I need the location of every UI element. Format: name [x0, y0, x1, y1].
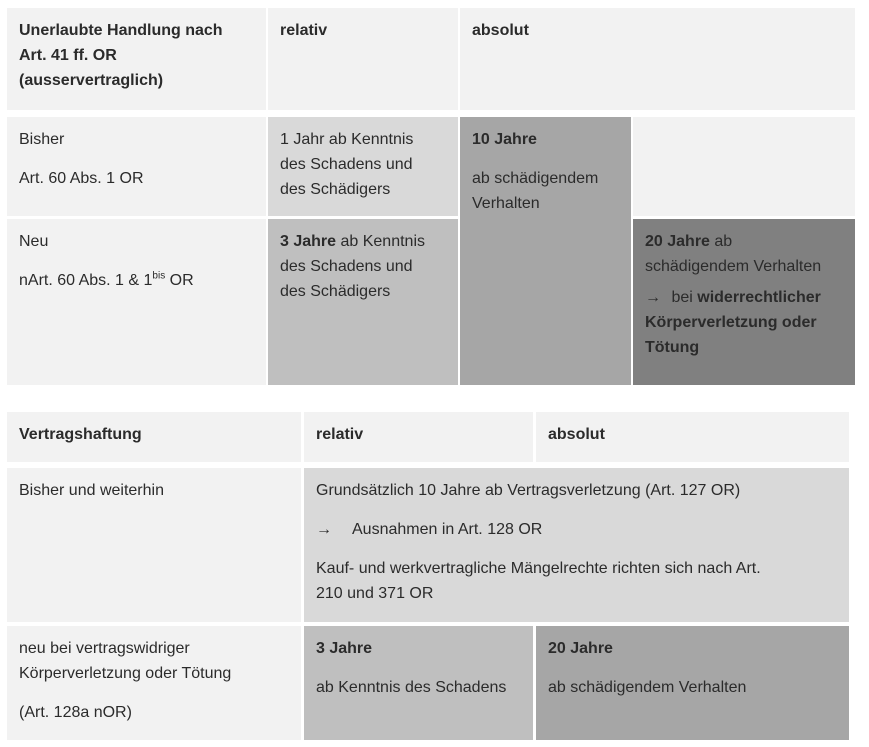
t1-absolute-10-cell	[460, 117, 631, 385]
t2-row2-label-line3: (Art. 128a nOR)	[19, 704, 132, 721]
t2-row1-line1: Grundsätzlich 10 Jahre ab Vertragsverletzung (Art. 127 OR)	[316, 482, 741, 499]
t1-absolute-10-line2: Verhalten	[472, 195, 540, 212]
t1-neu-relative-line1	[280, 229, 446, 254]
t1-neu-abs20-rest: ab	[709, 233, 733, 250]
t1-neu-article	[19, 268, 254, 293]
t1-bisher-relative-line3: des Schädigers	[280, 181, 391, 198]
t1-neu-relative-cell	[268, 219, 458, 385]
t1-bisher-label-cell	[7, 117, 266, 216]
t1-neu-abs20-bold: 20 Jahre	[645, 233, 710, 250]
t1-neu-abs20-line2: schädigendem Verhalten	[645, 258, 822, 275]
t1-bisher-relative-line1: 1 Jahr ab Kenntnis	[280, 131, 414, 148]
t1-bisher-article: Art. 60 Abs. 1 OR	[19, 170, 144, 187]
t2-row1-exception	[316, 517, 837, 542]
t1-header-title-line1: Unerlaubte Handlung nach	[19, 22, 223, 39]
t1-header-relativ	[268, 8, 458, 110]
t1-neu-article-post: OR	[165, 272, 194, 289]
t2-row2-relative-text: ab Kenntnis des Schadens	[316, 679, 507, 696]
t1-neu-relative-bold: 3 Jahre	[280, 233, 337, 250]
t2-row2-absolute-text: ab schädigendem Verhalten	[548, 679, 747, 696]
t2-row2-label-line1: neu bei vertragswidriger	[19, 640, 190, 657]
t1-neu-exception-bold2: Körperverletzung oder	[645, 314, 817, 331]
t2-row1-label-cell	[7, 468, 301, 622]
t1-header-absolut	[460, 8, 855, 110]
arrow-right-icon: →	[645, 289, 661, 306]
t1-neu-exception-pre: bei	[667, 289, 698, 306]
t1-neu-exception-line1	[645, 285, 843, 310]
t2-header-absolut-label: absolut	[548, 426, 605, 443]
t1-neu-relative-rest: ab Kenntnis	[336, 233, 425, 250]
t2-row1-content-cell	[304, 468, 849, 622]
t1-header-absolut-label: absolut	[472, 22, 529, 39]
t2-row1-line2: Ausnahmen in Art. 128 OR	[352, 521, 543, 538]
t2-header-col1	[7, 412, 301, 462]
t1-header-title-line3: (ausservertraglich)	[19, 72, 164, 89]
t2-row2-label-cell	[7, 626, 301, 740]
t1-header-title-line2: Art. 41 ff. OR	[19, 47, 117, 64]
arrow-right-icon: →	[316, 521, 332, 538]
t2-row2-label-line2: Körperverletzung oder Tötung	[19, 665, 232, 682]
t1-neu-exception-bold3: Tötung	[645, 339, 700, 356]
t1-neu-exception-bold1: widerrechtlicher	[697, 289, 821, 306]
t1-neu-label: Neu	[19, 233, 49, 250]
t2-row1-line3: Kauf- und werkvertragliche Mängelrechte richten sich nach Art.	[316, 560, 761, 577]
t1-neu-label-cell	[7, 219, 266, 385]
t1-bisher-relative-line2: des Schadens und	[280, 156, 413, 173]
t2-row2-relative-cell	[304, 626, 533, 740]
t2-row2-absolute-title: 20 Jahre	[548, 640, 613, 657]
t1-bisher-empty-cell	[633, 117, 855, 216]
t2-header-title: Vertragshaftung	[19, 426, 142, 443]
t1-absolute-10-line1: ab schädigendem	[472, 170, 599, 187]
t1-header-relativ-label: relativ	[280, 22, 328, 39]
t1-absolute-10-title: 10 Jahre	[472, 131, 537, 148]
t1-neu-absolute-20-cell	[633, 219, 855, 385]
t2-row2-relative-title: 3 Jahre	[316, 640, 373, 657]
t1-bisher-label: Bisher	[19, 131, 65, 148]
t2-row1-label: Bisher und weiterhin	[19, 482, 164, 499]
t1-neu-relative-line2: des Schadens und	[280, 258, 413, 275]
t2-row1-line4: 210 und 371 OR	[316, 585, 434, 602]
t2-row2-absolute-cell	[536, 626, 849, 740]
t2-header-relativ-label: relativ	[316, 426, 364, 443]
t1-neu-article-pre: nArt. 60 Abs. 1 & 1	[19, 272, 153, 289]
t1-neu-abs20-line1	[645, 229, 843, 254]
t1-neu-relative-line3: des Schädigers	[280, 283, 391, 300]
t1-bisher-relative-cell	[268, 117, 458, 216]
t1-header-col1	[7, 8, 266, 110]
t2-header-absolut	[536, 412, 849, 462]
t1-neu-article-sup: bis	[152, 270, 166, 282]
t2-header-relativ	[304, 412, 533, 462]
